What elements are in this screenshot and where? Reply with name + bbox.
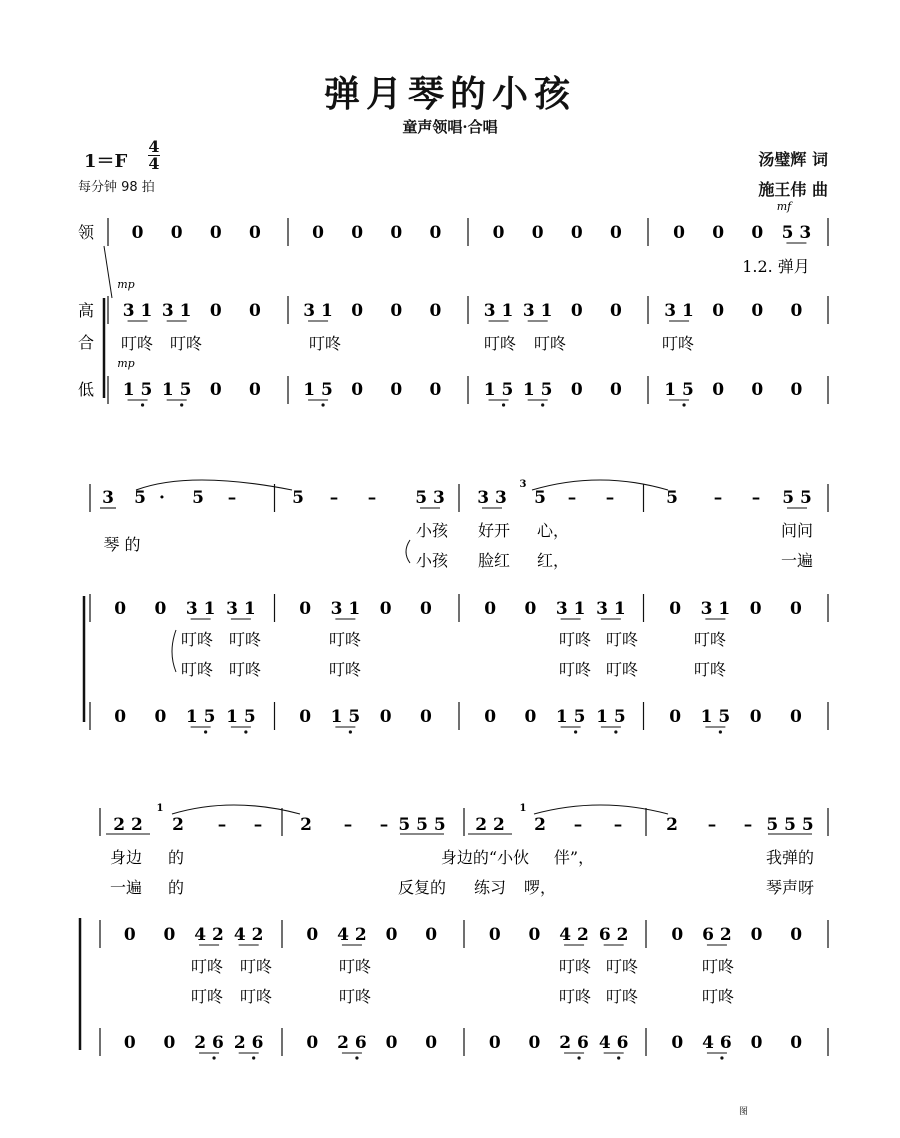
s2-slur bbox=[532, 480, 668, 490]
s3-low-note: 4 6 bbox=[702, 1033, 732, 1053]
s3-low-note: 0 bbox=[425, 1033, 438, 1053]
s2-low-note: 1 5 bbox=[555, 707, 586, 727]
s3-high-note: 0 bbox=[385, 925, 398, 945]
s1-low-note: 1 5 bbox=[664, 380, 694, 400]
s2-lead-note: – bbox=[751, 488, 761, 508]
s2-lead-note: 5 bbox=[292, 488, 304, 508]
s3-lead-note: – bbox=[573, 815, 583, 835]
s2-low-octave-dot bbox=[614, 730, 617, 733]
s2-lead-note: 5 3 bbox=[415, 488, 445, 508]
s3-high-note: 4 2 bbox=[337, 925, 367, 945]
tempo-marking: 每分钟 98 拍 bbox=[78, 180, 155, 195]
lyric-s2-high-1: 叮咚 bbox=[328, 630, 362, 649]
s3-high-note: 4 2 bbox=[559, 925, 589, 945]
s2-lead-note: – bbox=[567, 488, 577, 508]
s2-high-note: 0 bbox=[154, 599, 167, 619]
s1-high-note: 3 1 bbox=[161, 301, 192, 321]
lyric-s3-2: 练习 bbox=[473, 878, 507, 897]
lyric-s3-high-1: 叮咚 bbox=[558, 957, 592, 976]
s1-lead-note: 0 bbox=[492, 223, 505, 243]
lyric-s3-2: 啰， bbox=[523, 878, 557, 897]
lyric-s2-c2: 脸红 bbox=[477, 551, 511, 570]
s2-low-note: 0 bbox=[749, 707, 762, 727]
s1-lead-note: 0 bbox=[131, 223, 144, 243]
s2-low-note: 0 bbox=[789, 707, 802, 727]
s3-high-note: 0 bbox=[671, 925, 684, 945]
s1-low-note: 1 5 bbox=[161, 380, 192, 400]
s2-lead-note: 5 bbox=[534, 488, 546, 508]
s3-low-note: 2 6 bbox=[233, 1033, 264, 1053]
s2-high-note: 3 1 bbox=[700, 599, 731, 619]
lyric-s3-high-2: 叮咚 bbox=[239, 987, 273, 1006]
s1-high-note: 0 bbox=[790, 301, 803, 321]
s1-lead-note: 5 3 bbox=[781, 223, 812, 243]
lyric-s2-high-1: 叮咚 bbox=[228, 630, 262, 649]
s1-lead-note: 0 bbox=[673, 223, 685, 243]
s1-lead-note: 0 bbox=[570, 223, 583, 243]
s2-grace-note: 3 bbox=[519, 479, 527, 490]
s2-low-note: 1 5 bbox=[330, 707, 361, 727]
s2-low-note: 1 5 bbox=[700, 707, 731, 727]
s3-low-note: 0 bbox=[163, 1033, 176, 1053]
s1-lead-note: 0 bbox=[312, 223, 324, 243]
s2-low-note: 0 bbox=[379, 707, 392, 727]
lyric-s2-c1: 小孩 bbox=[415, 551, 449, 570]
s3-lead-note: – bbox=[743, 815, 753, 835]
s1-brace-link bbox=[104, 246, 112, 298]
s3-lead-note: 2 2 bbox=[475, 815, 505, 835]
s3-high-note: 0 bbox=[790, 925, 803, 945]
s3-high-note: 0 bbox=[528, 925, 541, 945]
s1-low-note: 0 bbox=[790, 380, 803, 400]
lyric-s3-high-2: 叮咚 bbox=[605, 987, 639, 1006]
s3-low-note: 0 bbox=[671, 1033, 684, 1053]
s1-low-note: 1 5 bbox=[522, 380, 553, 400]
s2-high-note: 0 bbox=[524, 599, 537, 619]
s2-high-note: 3 1 bbox=[596, 599, 626, 619]
s2-high-note: 0 bbox=[789, 599, 802, 619]
s3-low-octave-dot bbox=[617, 1056, 620, 1059]
s2-high-note: 3 1 bbox=[330, 599, 361, 619]
s3-lead-note: 2 bbox=[534, 815, 546, 835]
s2-low-note: 0 bbox=[524, 707, 537, 727]
s1-high-note: 3 1 bbox=[122, 301, 153, 321]
dynamic-mp-high: mp bbox=[117, 278, 135, 291]
s1-low-note: 0 bbox=[429, 380, 442, 400]
s3-low-note: 0 bbox=[528, 1033, 541, 1053]
lyric-s1-high: 叮咚 bbox=[483, 334, 517, 353]
s2-high-note: 0 bbox=[749, 599, 762, 619]
composer-credit: 施王伟 曲 bbox=[758, 180, 828, 199]
s2-lead-note: – bbox=[713, 488, 723, 508]
s2-choir-lyric-brace bbox=[172, 630, 176, 672]
part-label-high: 高 bbox=[77, 301, 95, 320]
s2-low-octave-dot bbox=[574, 730, 577, 733]
s2-low-octave-dot bbox=[204, 730, 207, 733]
lyric-s3-1: 身边的“小伙 bbox=[440, 848, 530, 867]
s3-low-note: 0 bbox=[123, 1033, 136, 1053]
s3-high-note: 0 bbox=[163, 925, 176, 945]
s2-high-note: 0 bbox=[379, 599, 392, 619]
s3-low-octave-dot bbox=[720, 1056, 723, 1059]
s3-lead-note: 2 2 bbox=[113, 815, 143, 835]
footer-mark: 图 bbox=[739, 1107, 749, 1117]
s2-lead-note: – bbox=[227, 488, 237, 508]
s3-lead-note: – bbox=[379, 815, 389, 835]
s1-low-note: 0 bbox=[390, 380, 403, 400]
s3-low-note: 0 bbox=[488, 1033, 501, 1053]
part-label-low: 低 bbox=[77, 380, 95, 399]
s2-high-note: 3 1 bbox=[185, 599, 216, 619]
lyric-s2-c3: 红， bbox=[536, 551, 570, 570]
s2-lead-note: 5 bbox=[666, 488, 678, 508]
s3-low-octave-dot bbox=[252, 1056, 255, 1059]
lyric-s2-high-1: 叮咚 bbox=[693, 630, 727, 649]
s3-lead-note: – bbox=[253, 815, 263, 835]
s1-high-note: 0 bbox=[751, 301, 764, 321]
s3-lead-note: 5 5 5 bbox=[398, 815, 446, 835]
lyric-s1-lead: 1.2. 弹月 bbox=[742, 257, 810, 276]
s3-slur bbox=[172, 805, 300, 814]
s3-low-octave-dot bbox=[577, 1056, 580, 1059]
s3-lead-note: 2 bbox=[666, 815, 678, 835]
lyric-s3-high-1: 叮咚 bbox=[701, 957, 735, 976]
lyric-s2-high-1: 叮咚 bbox=[605, 630, 639, 649]
s3-low-note: 0 bbox=[306, 1033, 319, 1053]
lyric-s2-high-1: 叮咚 bbox=[180, 630, 214, 649]
s1-lead-note: 0 bbox=[390, 223, 403, 243]
s1-low-octave-dot bbox=[141, 403, 144, 406]
lyric-s2-b2: 好开 bbox=[477, 521, 511, 540]
s2-lead-note: – bbox=[367, 488, 377, 508]
dynamic-mf: mf bbox=[776, 200, 792, 213]
s1-low-note: 1 5 bbox=[483, 380, 514, 400]
lyric-s3-high-2: 叮咚 bbox=[701, 987, 735, 1006]
s3-lead-note: – bbox=[217, 815, 227, 835]
s3-high-note: 0 bbox=[425, 925, 438, 945]
s2-low-note: 0 bbox=[114, 707, 127, 727]
s2-high-note: 0 bbox=[484, 599, 497, 619]
lyric-s3-1: 的 bbox=[167, 848, 185, 867]
s1-lead-note: 0 bbox=[351, 223, 364, 243]
lyric-s3-1: 我弹的 bbox=[765, 848, 815, 867]
page-title: 弹月琴的小孩 bbox=[323, 73, 576, 115]
s2-low-note: 0 bbox=[299, 707, 312, 727]
s2-lead-note: 3 bbox=[102, 488, 114, 508]
s1-low-note: 0 bbox=[209, 380, 222, 400]
s1-lead-note: 0 bbox=[209, 223, 222, 243]
s3-high-note: 4 2 bbox=[194, 925, 224, 945]
subtitle: 童声领唱·合唱 bbox=[402, 118, 498, 136]
s3-high-note: 0 bbox=[488, 925, 501, 945]
s1-low-note: 1 5 bbox=[303, 380, 333, 400]
dynamic-mp-low: mp bbox=[117, 357, 135, 370]
s3-lead-note: – bbox=[707, 815, 717, 835]
s3-low-note: 0 bbox=[750, 1033, 763, 1053]
part-label-lead: 领 bbox=[77, 223, 95, 242]
s1-low-octave-dot bbox=[180, 403, 183, 406]
s3-low-note: 0 bbox=[385, 1033, 398, 1053]
lyric-s3-2: 一遍 bbox=[109, 878, 143, 897]
s1-lead-note: 0 bbox=[610, 223, 622, 243]
s2-low-octave-dot bbox=[244, 730, 247, 733]
s2-lead-note: 3 3 bbox=[477, 488, 507, 508]
s3-high-note: 4 2 bbox=[233, 925, 264, 945]
s1-lead-note: 0 bbox=[170, 223, 183, 243]
s2-high-note: 0 bbox=[114, 599, 127, 619]
lyric-s2-high-1: 叮咚 bbox=[558, 630, 592, 649]
s2-lead-note: · bbox=[159, 488, 165, 508]
s2-high-note: 0 bbox=[419, 599, 432, 619]
s2-high-note: 0 bbox=[669, 599, 682, 619]
s3-lead-note: 5 5 5 bbox=[766, 815, 814, 835]
s1-low-octave-dot bbox=[541, 403, 544, 406]
s2-high-note: 3 1 bbox=[555, 599, 586, 619]
lyric-s2-a: 琴 的 bbox=[103, 535, 141, 554]
s1-low-octave-dot bbox=[502, 403, 505, 406]
s2-high-note: 0 bbox=[299, 599, 312, 619]
s1-low-note: 0 bbox=[249, 380, 261, 400]
lyricist-credit: 汤璧辉 词 bbox=[758, 150, 828, 169]
s3-high-note: 0 bbox=[123, 925, 136, 945]
lyric-s2-high-2: 叮咚 bbox=[228, 660, 262, 679]
s2-low-note: 0 bbox=[484, 707, 497, 727]
s1-lead-note: 0 bbox=[429, 223, 442, 243]
s2-lead-note: – bbox=[329, 488, 339, 508]
s3-grace-note: 1 bbox=[156, 803, 164, 814]
s1-high-note: 0 bbox=[570, 301, 583, 321]
lyric-s2-high-2: 叮咚 bbox=[605, 660, 639, 679]
s3-lead-note: 2 bbox=[172, 815, 184, 835]
s1-high-note: 0 bbox=[390, 301, 403, 321]
s1-low-note: 0 bbox=[712, 380, 725, 400]
s3-lead-note: 2 bbox=[300, 815, 312, 835]
s3-lead-note: – bbox=[343, 815, 353, 835]
lyric-s3-high-1: 叮咚 bbox=[239, 957, 273, 976]
time-top: 4 bbox=[148, 137, 160, 156]
s2-low-note: 1 5 bbox=[596, 707, 626, 727]
s3-lead-note: – bbox=[613, 815, 623, 835]
lyric-s3-2: 的 bbox=[167, 878, 185, 897]
s2-high-note: 3 1 bbox=[226, 599, 256, 619]
s3-low-note: 0 bbox=[790, 1033, 803, 1053]
s1-low-note: 0 bbox=[610, 380, 622, 400]
lyric-s3-high-1: 叮咚 bbox=[605, 957, 639, 976]
lyric-s2-b3: 心， bbox=[536, 521, 570, 540]
lyric-s3-high-2: 叮咚 bbox=[190, 987, 224, 1006]
s1-lead-note: 0 bbox=[751, 223, 764, 243]
s2-low-note: 1 5 bbox=[185, 707, 216, 727]
s2-low-note: 1 5 bbox=[226, 707, 256, 727]
s3-slur bbox=[534, 805, 668, 814]
s1-high-note: 0 bbox=[429, 301, 442, 321]
s3-high-note: 6 2 bbox=[702, 925, 732, 945]
s1-lead-note: 0 bbox=[712, 223, 725, 243]
s3-high-note: 0 bbox=[306, 925, 319, 945]
s2-lyric-brace bbox=[406, 540, 410, 563]
s3-low-octave-dot bbox=[212, 1056, 215, 1059]
lyric-s3-1: 伴”， bbox=[553, 848, 595, 867]
key-signature: 1＝F bbox=[84, 151, 128, 172]
s3-high-note: 6 2 bbox=[598, 925, 629, 945]
lyric-s1-high: 叮咚 bbox=[169, 334, 203, 353]
lyric-s2-b1: 小孩 bbox=[415, 521, 449, 540]
lyric-s1-high: 叮咚 bbox=[533, 334, 567, 353]
lyric-s3-high-1: 叮咚 bbox=[190, 957, 224, 976]
s2-low-octave-dot bbox=[719, 730, 722, 733]
s2-low-note: 0 bbox=[154, 707, 167, 727]
s2-lead-note: 5 bbox=[134, 488, 146, 508]
s1-high-note: 3 1 bbox=[522, 301, 553, 321]
s1-high-note: 0 bbox=[610, 301, 622, 321]
s3-low-note: 2 6 bbox=[337, 1033, 367, 1053]
s1-high-note: 3 1 bbox=[664, 301, 694, 321]
lyric-s2-b4: 问问 bbox=[780, 521, 814, 540]
lyric-s3-high-2: 叮咚 bbox=[338, 987, 372, 1006]
s3-low-note: 4 6 bbox=[598, 1033, 629, 1053]
s1-lead-note: 0 bbox=[249, 223, 261, 243]
s2-lead-note: 5 bbox=[192, 488, 204, 508]
s1-low-note: 0 bbox=[351, 380, 364, 400]
s1-high-note: 0 bbox=[712, 301, 725, 321]
lyric-s2-high-2: 叮咚 bbox=[558, 660, 592, 679]
lyric-s2-high-2: 叮咚 bbox=[693, 660, 727, 679]
lyric-s1-high: 叮咚 bbox=[120, 334, 154, 353]
s3-grace-note: 1 bbox=[519, 803, 527, 814]
s1-low-note: 1 5 bbox=[122, 380, 153, 400]
s2-lead-note: 5 5 bbox=[782, 488, 812, 508]
lyric-s3-2: 琴声呀 bbox=[765, 878, 815, 897]
s2-low-note: 0 bbox=[669, 707, 682, 727]
s1-high-note: 3 1 bbox=[303, 301, 333, 321]
time-bottom: 4 bbox=[148, 154, 160, 173]
lyric-s2-high-2: 叮咚 bbox=[180, 660, 214, 679]
s3-low-octave-dot bbox=[355, 1056, 358, 1059]
lyric-s3-2: 反复的 bbox=[397, 878, 447, 897]
s1-low-note: 0 bbox=[570, 380, 583, 400]
s3-high-note: 0 bbox=[750, 925, 763, 945]
lyric-s2-high-2: 叮咚 bbox=[328, 660, 362, 679]
s2-low-note: 0 bbox=[419, 707, 432, 727]
s1-high-note: 3 1 bbox=[483, 301, 514, 321]
s1-low-octave-dot bbox=[321, 403, 324, 406]
lyric-s2-c4: 一遍 bbox=[780, 551, 814, 570]
s1-high-note: 0 bbox=[351, 301, 364, 321]
lyric-s3-high-1: 叮咚 bbox=[338, 957, 372, 976]
lyric-s1-high: 叮咚 bbox=[661, 334, 695, 353]
s2-low-octave-dot bbox=[349, 730, 352, 733]
s3-low-note: 2 6 bbox=[194, 1033, 224, 1053]
s1-lead-note: 0 bbox=[531, 223, 544, 243]
s3-low-note: 2 6 bbox=[559, 1033, 589, 1053]
lyric-s3-1: 身边 bbox=[109, 848, 143, 867]
s2-lead-note: – bbox=[605, 488, 615, 508]
s1-high-note: 0 bbox=[209, 301, 222, 321]
lyric-s1-high: 叮咚 bbox=[308, 334, 342, 353]
s1-low-octave-dot bbox=[682, 403, 685, 406]
s1-low-note: 0 bbox=[751, 380, 764, 400]
part-label-mid: 合 bbox=[77, 333, 95, 352]
s1-high-note: 0 bbox=[249, 301, 261, 321]
lyric-s3-high-2: 叮咚 bbox=[558, 987, 592, 1006]
